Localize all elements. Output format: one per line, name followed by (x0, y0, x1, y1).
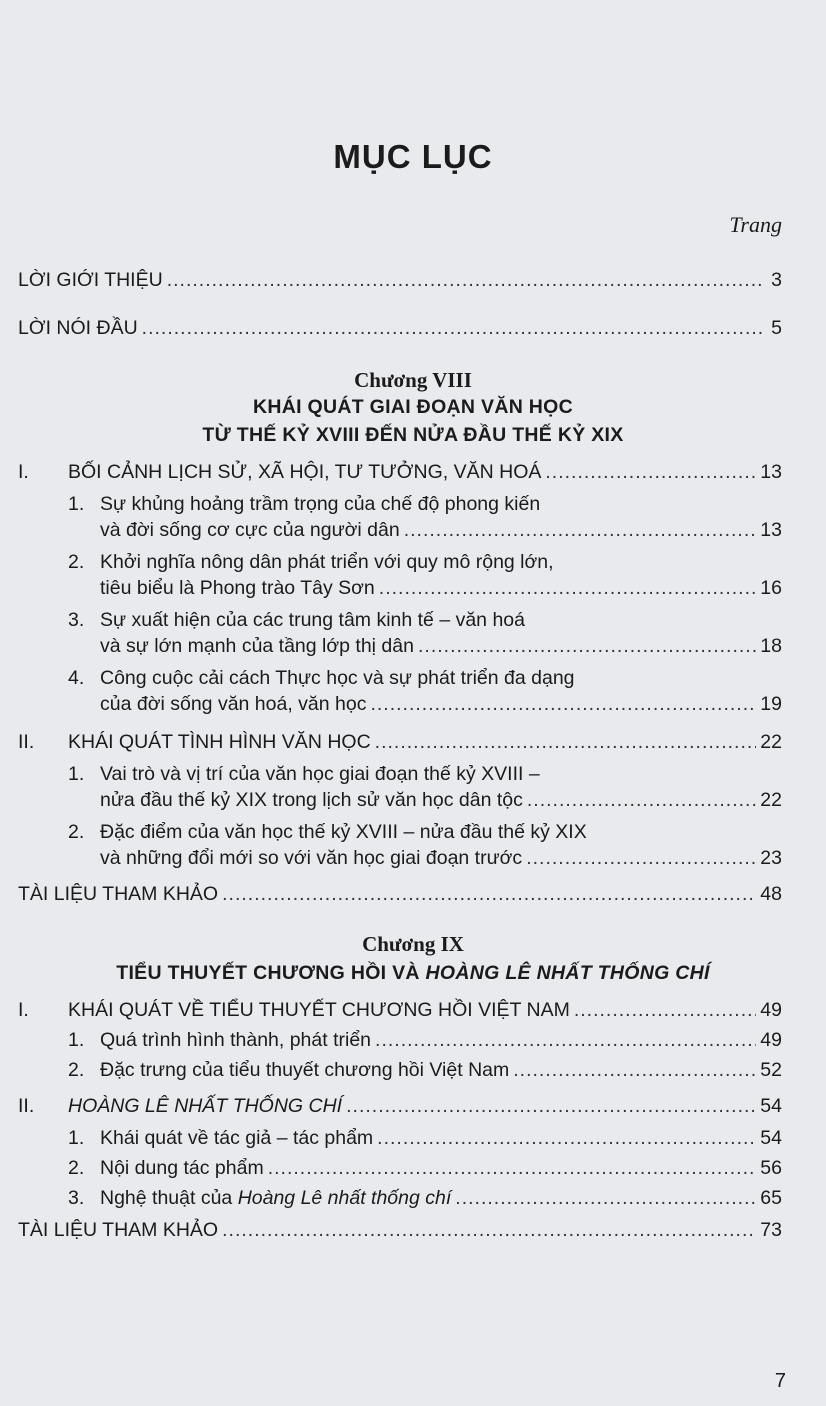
toc-entry-label: KHÁI QUÁT TÌNH HÌNH VĂN HỌC (68, 731, 371, 753)
toc-subentry-line[interactable] (68, 820, 587, 844)
item-number: 1. (68, 493, 85, 515)
toc-subentry[interactable] (68, 1126, 782, 1150)
toc-entry-label: tiêu biểu là Phong trào Tây Sơn (100, 577, 375, 599)
toc-entry-label: Khái quát về tác giả – tác phẩm (100, 1127, 374, 1149)
dot-leader (545, 460, 756, 484)
toc-entry-label: nửa đầu thế kỷ XIX trong lịch sử văn học dân tộc (100, 789, 523, 811)
toc-entry-label: Đặc điểm của văn học thế kỷ XVIII – nửa đầu thế kỷ XIX (100, 821, 587, 843)
toc-subentry-line[interactable] (68, 608, 525, 632)
page-title: MỤC LỤC (333, 138, 493, 175)
toc-entry-label (100, 1186, 451, 1210)
dot-leader (574, 998, 756, 1022)
toc-entry-label: của đời sống văn hoá, văn học (100, 693, 367, 715)
toc-page-number: 18 (760, 635, 782, 657)
toc-section[interactable] (18, 730, 782, 754)
toc-entry-label: Khởi nghĩa nông dân phát triển với quy mô rộng lớn, (100, 551, 554, 573)
toc-page-number: 54 (760, 1127, 782, 1149)
toc-page-number: 19 (760, 693, 782, 715)
toc-page-number: 22 (760, 731, 782, 753)
page-number: 7 (774, 1370, 786, 1392)
page-column-label: Trang (729, 212, 782, 237)
chapter-heading: Chương VIII (354, 368, 472, 392)
toc-entry-label: Công cuộc cải cách Thực học và sự phát triển đa dạng (100, 667, 575, 689)
label-italic: Hoàng Lê nhất thống chí (237, 1187, 452, 1209)
toc-subentry-line[interactable] (68, 492, 540, 516)
toc-page-number: 52 (760, 1059, 782, 1081)
section-numeral: II. (18, 731, 35, 753)
dot-leader (379, 576, 757, 600)
toc-entry-label: Đặc trưng của tiểu thuyết chương hồi Việt Nam (100, 1059, 510, 1081)
toc-section[interactable] (18, 1094, 782, 1118)
toc-page-number: 54 (760, 1095, 782, 1117)
toc-page-number: 3 (771, 269, 782, 291)
toc-subentry[interactable] (100, 788, 782, 812)
dot-leader (222, 882, 756, 906)
toc-entry-label: KHÁI QUÁT VỀ TIỂU THUYẾT CHƯƠNG HỒI VIỆT NAM (68, 999, 570, 1021)
chapter-title-italic: HOÀNG LÊ NHẤT THỐNG CHÍ (425, 962, 710, 984)
toc-subentry[interactable] (68, 1186, 782, 1210)
dot-leader (513, 1058, 756, 1082)
toc-subentry[interactable] (100, 634, 782, 658)
toc-entry-label: HOÀNG LÊ NHẤT THỐNG CHÍ (68, 1095, 343, 1117)
toc-subentry-line[interactable] (68, 762, 540, 786)
toc-section[interactable] (18, 460, 782, 484)
item-number: 1. (68, 1029, 85, 1051)
toc-page-number: 22 (760, 789, 782, 811)
toc-page-number: 73 (760, 1219, 782, 1241)
item-number: 2. (68, 1157, 85, 1179)
toc-page-number: 65 (760, 1187, 782, 1209)
toc-subentry[interactable] (100, 518, 782, 542)
dot-leader (346, 1094, 756, 1118)
toc-entry-label: LỜI GIỚI THIỆU (18, 269, 163, 291)
toc-page-number: 5 (771, 317, 782, 339)
toc-subentry[interactable] (100, 846, 782, 870)
section-numeral: I. (18, 999, 29, 1021)
dot-leader (526, 846, 756, 870)
dot-leader (222, 1218, 756, 1242)
chapter-title-line (0, 962, 826, 985)
item-number: 1. (68, 763, 85, 785)
dot-leader (377, 1126, 756, 1150)
toc-entry-label: và đời sống cơ cực của người dân (100, 519, 400, 541)
toc-entry-label: LỜI NÓI ĐẦU (18, 317, 138, 339)
dot-leader (370, 692, 756, 716)
toc-subentry[interactable] (68, 1156, 782, 1180)
dot-leader (404, 518, 757, 542)
toc-entry-label: BỐI CẢNH LỊCH SỬ, XÃ HỘI, TƯ TƯỞNG, VĂN HOÁ (68, 461, 542, 483)
dot-leader (455, 1186, 756, 1210)
toc-entry-loi-gioi-thieu[interactable] (18, 268, 782, 292)
toc-entry-label: và sự lớn mạnh của tầng lớp thị dân (100, 635, 414, 657)
toc-subentry-line[interactable] (68, 550, 554, 574)
toc-section[interactable] (18, 998, 782, 1022)
item-number: 2. (68, 1059, 85, 1081)
toc-entry-label: Sự khủng hoảng trầm trọng của chế độ phong kiến (100, 493, 541, 515)
item-number: 2. (68, 821, 85, 843)
item-number: 2. (68, 551, 85, 573)
toc-entry-references[interactable] (18, 882, 782, 906)
toc-entry-references[interactable] (18, 1218, 782, 1242)
dot-leader (375, 730, 757, 754)
chapter-title-line: KHÁI QUÁT GIAI ĐOẠN VĂN HỌC (252, 396, 574, 418)
toc-page-number: 49 (760, 1029, 782, 1051)
dot-leader (142, 316, 764, 340)
toc-page-number: 23 (760, 847, 782, 869)
dot-leader (375, 1028, 756, 1052)
chapter-title-line: TỪ THẾ KỶ XVIII ĐẾN NỬA ĐẦU THẾ KỶ XIX (202, 424, 624, 446)
item-number: 4. (68, 667, 85, 689)
dot-leader (527, 788, 756, 812)
toc-entry-label: và những đổi mới so với văn học giai đoạn trước (100, 847, 523, 869)
item-number: 3. (68, 609, 85, 631)
toc-page-number: 13 (760, 461, 782, 483)
toc-entry-label: TÀI LIỆU THAM KHẢO (18, 1219, 219, 1241)
section-numeral: II. (18, 1095, 35, 1117)
dot-leader (268, 1156, 757, 1180)
toc-entry-label: Sự xuất hiện của các trung tâm kinh tế – văn hoá (100, 609, 525, 631)
toc-subentry-line[interactable] (68, 666, 575, 690)
chapter-heading: Chương IX (362, 932, 464, 956)
section-numeral: I. (18, 461, 29, 483)
toc-subentry[interactable] (100, 692, 782, 716)
dot-leader (418, 634, 756, 658)
chapter-title-plain: TIỂU THUYẾT CHƯƠNG HỒI VÀ (116, 962, 426, 984)
toc-entry-label: TÀI LIỆU THAM KHẢO (18, 883, 219, 905)
toc-page-number: 16 (760, 577, 782, 599)
toc-page-number: 13 (760, 519, 782, 541)
toc-page-number: 56 (760, 1157, 782, 1179)
toc-page-number: 49 (760, 999, 782, 1021)
toc-subentry[interactable] (100, 576, 782, 600)
item-number: 1. (68, 1127, 85, 1149)
toc-entry-label: Quá trình hình thành, phát triển (100, 1029, 372, 1051)
toc-entry-label: Vai trò và vị trí của văn học giai đoạn thế kỷ XVIII – (100, 763, 540, 785)
dot-leader (167, 268, 764, 292)
label-plain: Nghệ thuật của (100, 1187, 238, 1209)
toc-entry-label: Nội dung tác phẩm (100, 1157, 264, 1179)
item-number: 3. (68, 1187, 85, 1209)
toc-entry-loi-noi-dau[interactable] (18, 316, 782, 340)
toc-subentry[interactable] (68, 1028, 782, 1052)
toc-page-number: 48 (760, 883, 782, 905)
toc-subentry[interactable] (68, 1058, 782, 1082)
